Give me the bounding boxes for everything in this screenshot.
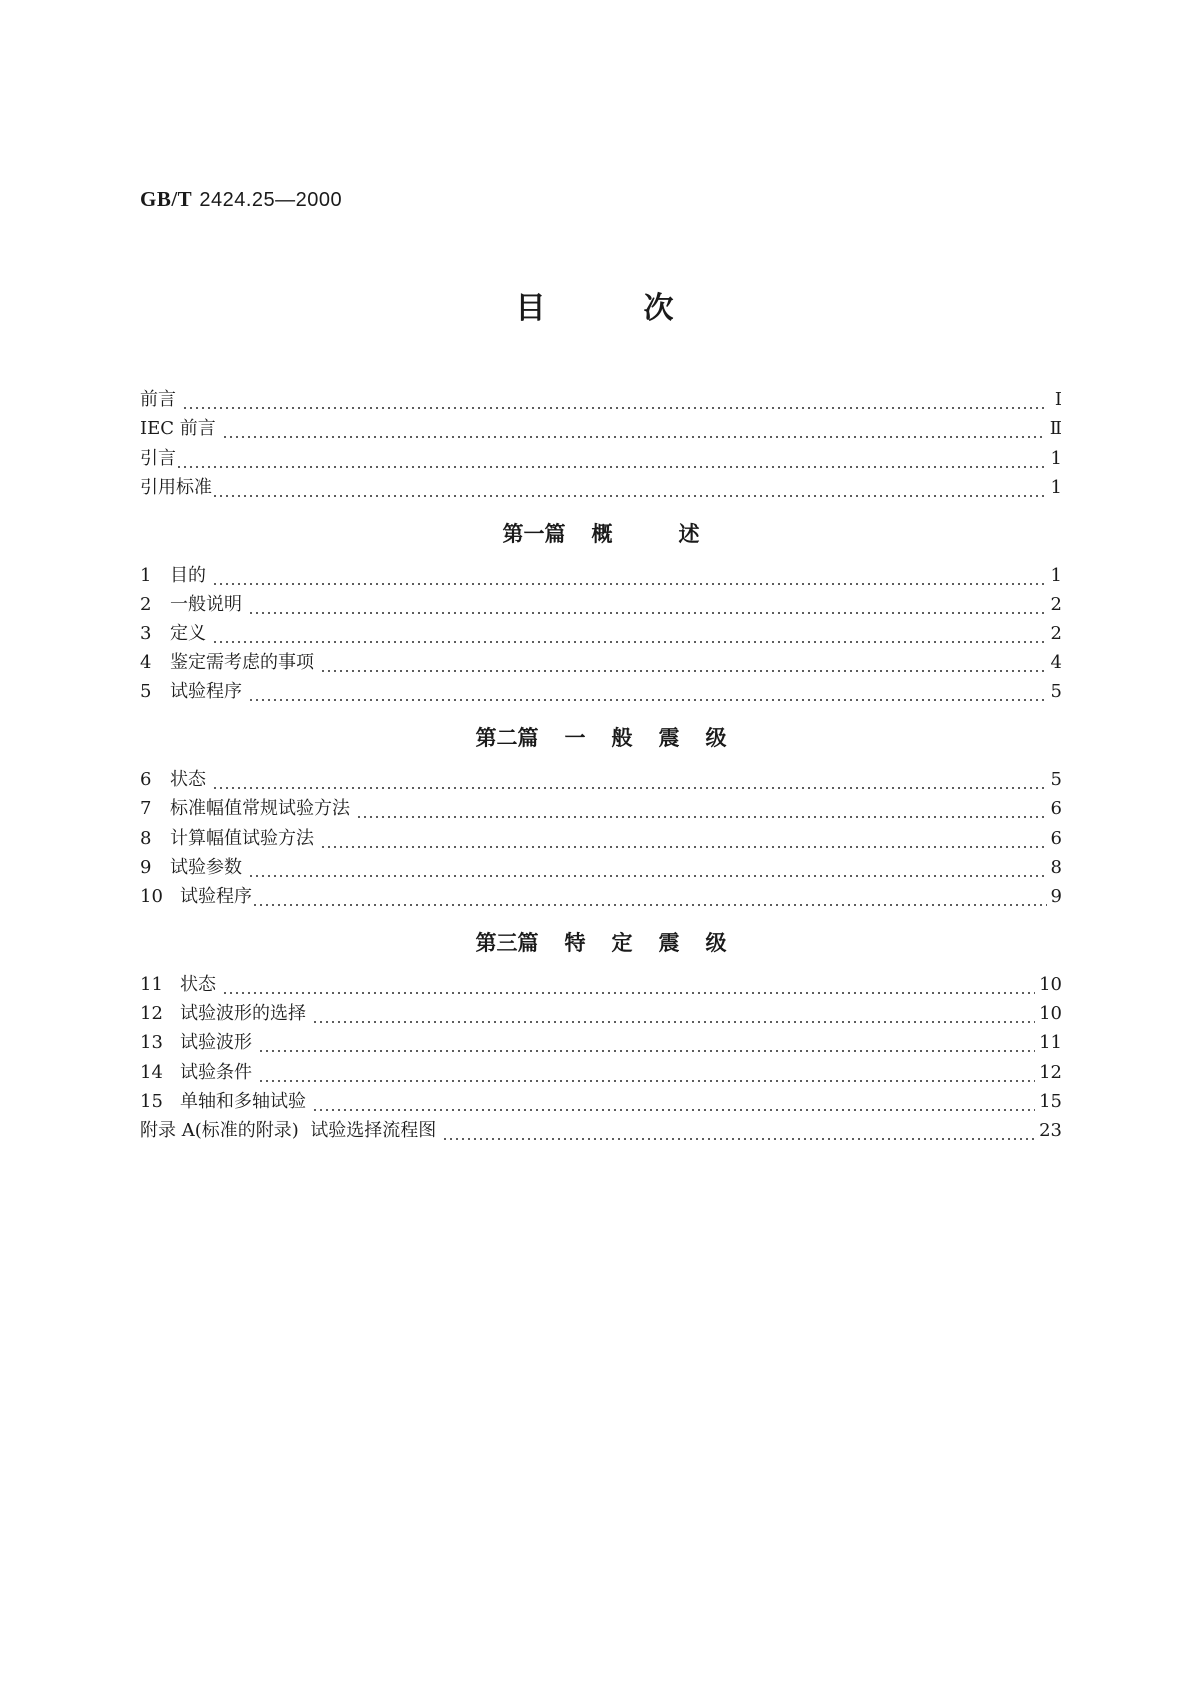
- toc-entry-label: IEC 前言: [140, 418, 216, 439]
- toc-entry-normative-references[interactable]: [140, 474, 1062, 502]
- toc-entry[interactable]: 15 单轴和多轴试验 15: [140, 1088, 1062, 1116]
- toc-entry[interactable]: 5 试验程序 5: [140, 678, 1062, 706]
- leader-dots: [248, 678, 1047, 706]
- toc-entry[interactable]: 12 试验波形的选择 10: [140, 1000, 1062, 1028]
- toc-entry[interactable]: 9 试验参数 8: [140, 854, 1062, 882]
- page-title: [0, 283, 1191, 327]
- toc-entry-introduction[interactable]: [140, 445, 1062, 473]
- toc-entry[interactable]: 3 定义 2: [140, 620, 1062, 648]
- leader-dots: [222, 971, 1035, 999]
- leader-dots: [212, 474, 1047, 502]
- toc-entry-label: 附录 A(标准的附录) 试验选择流程图: [140, 1120, 437, 1141]
- standard-code-number: 2424.25—2000: [199, 189, 343, 211]
- toc-entry[interactable]: 11 状态 10: [140, 971, 1062, 999]
- leader-dots: [212, 562, 1047, 590]
- leader-dots: [258, 1059, 1035, 1087]
- part-heading-1: 第一篇 概 述: [502, 522, 700, 546]
- toc-entry[interactable]: 1 目的 1: [140, 562, 1062, 590]
- part-heading-3: 第三篇 特 定 震 级: [475, 931, 727, 955]
- leader-dots: [258, 1029, 1035, 1057]
- toc-entry-appendix-a[interactable]: [140, 1117, 1062, 1145]
- toc-entry-label: 引用标准: [140, 477, 212, 498]
- leader-dots: [222, 415, 1046, 443]
- toc-entry-iec-preface[interactable]: [140, 415, 1062, 443]
- toc-entry[interactable]: 10 试验程序 9: [140, 883, 1062, 911]
- leader-dots: [212, 766, 1047, 794]
- leader-dots: [248, 591, 1047, 619]
- leader-dots: [212, 620, 1047, 648]
- toc-entry-page: 1: [1050, 448, 1062, 469]
- standard-code-prefix: GB/T: [140, 187, 193, 211]
- standard-code: [140, 187, 342, 212]
- leader-dots: [248, 854, 1047, 882]
- toc-entry-preface[interactable]: [140, 386, 1062, 414]
- leader-dots: [252, 883, 1047, 911]
- leader-dots: [176, 445, 1047, 473]
- toc-entry-page: 23: [1039, 1120, 1062, 1141]
- part-heading-2: 第二篇 一 般 震 级: [475, 726, 727, 750]
- toc-entry[interactable]: 7 标准幅值常规试验方法 6: [140, 795, 1062, 823]
- toc-entry[interactable]: 2 一般说明 2: [140, 591, 1062, 619]
- toc-entry-label: 引言: [140, 448, 176, 469]
- page-title-char1: 目: [515, 291, 548, 326]
- leader-dots: [312, 1088, 1035, 1116]
- toc-entry[interactable]: 13 试验波形 11: [140, 1029, 1062, 1057]
- leader-dots: [442, 1117, 1035, 1145]
- toc-entry[interactable]: 8 计算幅值试验方法 6: [140, 825, 1062, 853]
- toc-entry-page: Ⅰ: [1054, 389, 1062, 410]
- leader-dots: [182, 386, 1048, 414]
- toc-entry-page: Ⅱ: [1049, 418, 1062, 439]
- leader-dots: [320, 825, 1047, 853]
- toc-entry[interactable]: 14 试验条件 12: [140, 1059, 1062, 1087]
- leader-dots: [356, 795, 1047, 823]
- leader-dots: [320, 649, 1047, 677]
- toc-entry[interactable]: 6 状态 5: [140, 766, 1062, 794]
- toc-entry[interactable]: 4 鉴定需考虑的事项 4: [140, 649, 1062, 677]
- leader-dots: [312, 1000, 1035, 1028]
- page-title-char2: 次: [643, 291, 676, 326]
- toc-entry-label: 前言: [140, 389, 176, 410]
- toc-entry-page: 1: [1050, 477, 1062, 498]
